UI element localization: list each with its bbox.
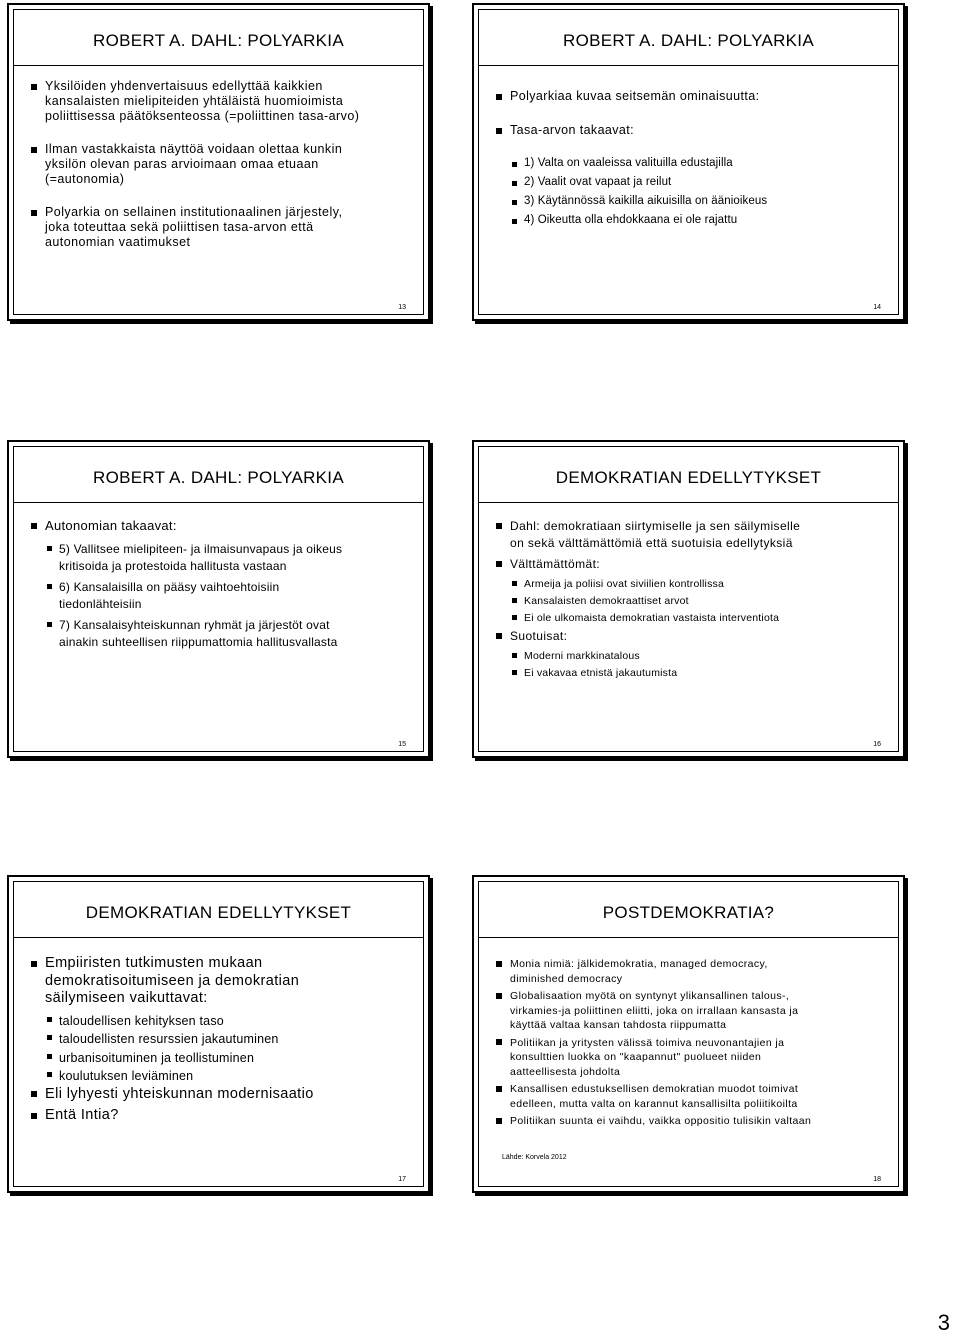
slide-number: 14 (873, 304, 881, 311)
bullet-item: Empiiristen tutkimusten mukaan demokratisoitumiseen ja demokratian säilymiseen vaikuttavat: (31, 955, 416, 1008)
slide-13 (7, 3, 430, 321)
bullet-item: Entä Intia? (31, 1107, 416, 1125)
sub-bullet-item: 7) Kansalaisyhteiskunnan ryhmät ja järjestöt ovat ainakin suhteellisen riippumattomia hallitusvallasta (47, 617, 416, 651)
slide-18 (472, 875, 905, 1193)
sub-bullet-item: taloudellisten resurssien jakautuminen (47, 1030, 416, 1049)
sub-bullet-item: koulutuksen leviäminen (47, 1067, 416, 1086)
title-divider (478, 937, 899, 938)
slide-number: 13 (398, 304, 406, 311)
sub-bullet-item: 4) Oikeutta olla ehdokkaana ei ole rajattu (512, 214, 891, 226)
slide-title: ROBERT A. DAHL: POLYARKIA (93, 31, 344, 50)
slide-content (31, 79, 416, 268)
title-divider (478, 65, 899, 66)
title-divider (13, 937, 424, 938)
slide-content (496, 89, 891, 233)
bullet-item: Suotuisat: (496, 628, 891, 645)
sub-bullet-item: 6) Kansalaisilla on pääsy vaihtoehtoisiin tiedonlähteisiin (47, 579, 416, 613)
slide-number: 15 (398, 741, 406, 748)
bullet-item: Välttämättömät: (496, 556, 891, 573)
title-divider (478, 502, 899, 503)
bullet-item: Polyarkiaa kuvaa seitsemän ominaisuutta: (496, 89, 891, 103)
sub-bullet-item: Armeija ja poliisi ovat siviilien kontrollissa (512, 577, 891, 591)
bullet-item: Globalisaation myötä on syntynyt ylikansallinen talous-, virkamies-ja poliittinen eliitti, joka on irrallaan kansasta ja käyttää valtaa kansan tahdosta riippumatta (496, 989, 891, 1033)
sheet-page-number: 3 (937, 1310, 950, 1335)
slide-title: DEMOKRATIAN EDELLYTYKSET (555, 468, 822, 487)
sub-bullet-item: Moderni markkinatalous (512, 649, 891, 663)
slide-17 (7, 875, 430, 1193)
slide-number: 17 (398, 1176, 406, 1183)
sub-bullet-item: urbanisoituminen ja teollistuminen (47, 1049, 416, 1068)
sub-bullet-item: taloudellisen kehityksen taso (47, 1012, 416, 1031)
slide-title: POSTDEMOKRATIA? (602, 903, 775, 922)
slide-content (31, 518, 416, 655)
slide-title: ROBERT A. DAHL: POLYARKIA (563, 31, 814, 50)
bullet-item: Autonomian takaavat: (31, 518, 416, 533)
bullet-item: Tasa-arvon takaavat: (496, 123, 891, 137)
slide-title: DEMOKRATIAN EDELLYTYKSET (85, 903, 352, 922)
bullet-item: Eli lyhyesti yhteiskunnan modernisaatio (31, 1086, 416, 1104)
slide-content (496, 957, 891, 1132)
slide-title: ROBERT A. DAHL: POLYARKIA (93, 468, 344, 487)
bullet-item: Monia nimiä: jälkidemokratia, managed democracy, diminished democracy (496, 957, 891, 986)
bullet-item: Politiikan suunta ei vaihdu, vaikka oppositio tulisikin valtaan (496, 1114, 891, 1129)
title-divider (13, 65, 424, 66)
bullet-item: Polyarkia on sellainen institutionaalinen järjestely, joka toteuttaa sekä poliittisen tasa-arvon että autonomian vaatimukset (31, 205, 416, 250)
slide-15 (7, 440, 430, 758)
bullet-item: Kansallisen edustuksellisen demokratian muodot toimivat edelleen, mutta valta on karannut kansallisilta poliitikoilta (496, 1082, 891, 1111)
slide-content (31, 955, 416, 1129)
sub-bullet-item: 2) Vaalit ovat vapaat ja reilut (512, 176, 891, 188)
slide-16 (472, 440, 905, 758)
sub-bullet-item: 1) Valta on vaaleissa valituilla edustajilla (512, 157, 891, 169)
slide-14 (472, 3, 905, 321)
slide-number: 18 (873, 1176, 881, 1183)
sub-bullet-item: 5) Vallitsee mielipiteen- ja ilmaisunvapaus ja oikeus kritisoida ja protestoida hallitusta vastaan (47, 541, 416, 575)
sub-bullet-item: 3) Käytännössä kaikilla aikuisilla on äänioikeus (512, 195, 891, 207)
bullet-item: Dahl: demokratiaan siirtymiselle ja sen säilymiselle on sekä välttämättömiä että suotuisia edellytyksiä (496, 518, 891, 552)
bullet-item: Yksilöiden yhdenvertaisuus edellyttää kaikkien kansalaisten mielipiteiden yhtäläistä huomioimista poliittisessa päätöksenteossa (=poliittinen tasa-arvo) (31, 79, 416, 124)
sub-bullet-item: Ei vakavaa etnistä jakautumista (512, 666, 891, 680)
bullet-item: Ilman vastakkaista näyttöä voidaan olettaa kunkin yksilön olevan paras arvioimaan omaa etuaan (=autonomia) (31, 142, 416, 187)
sub-bullet-item: Ei ole ulkomaista demokratian vastaista interventiota (512, 611, 891, 625)
slide-content (496, 518, 891, 683)
bullet-item: Politiikan ja yritysten välissä toimiva neuvonantajien ja konsulttien luokka on "kaapannut" puolueet niiden aatteellisesta johdolta (496, 1036, 891, 1080)
source-note: Lähde: Korvela 2012 (502, 1154, 567, 1161)
slide-number: 16 (873, 741, 881, 748)
title-divider (13, 502, 424, 503)
sub-bullet-item: Kansalaisten demokraattiset arvot (512, 594, 891, 608)
